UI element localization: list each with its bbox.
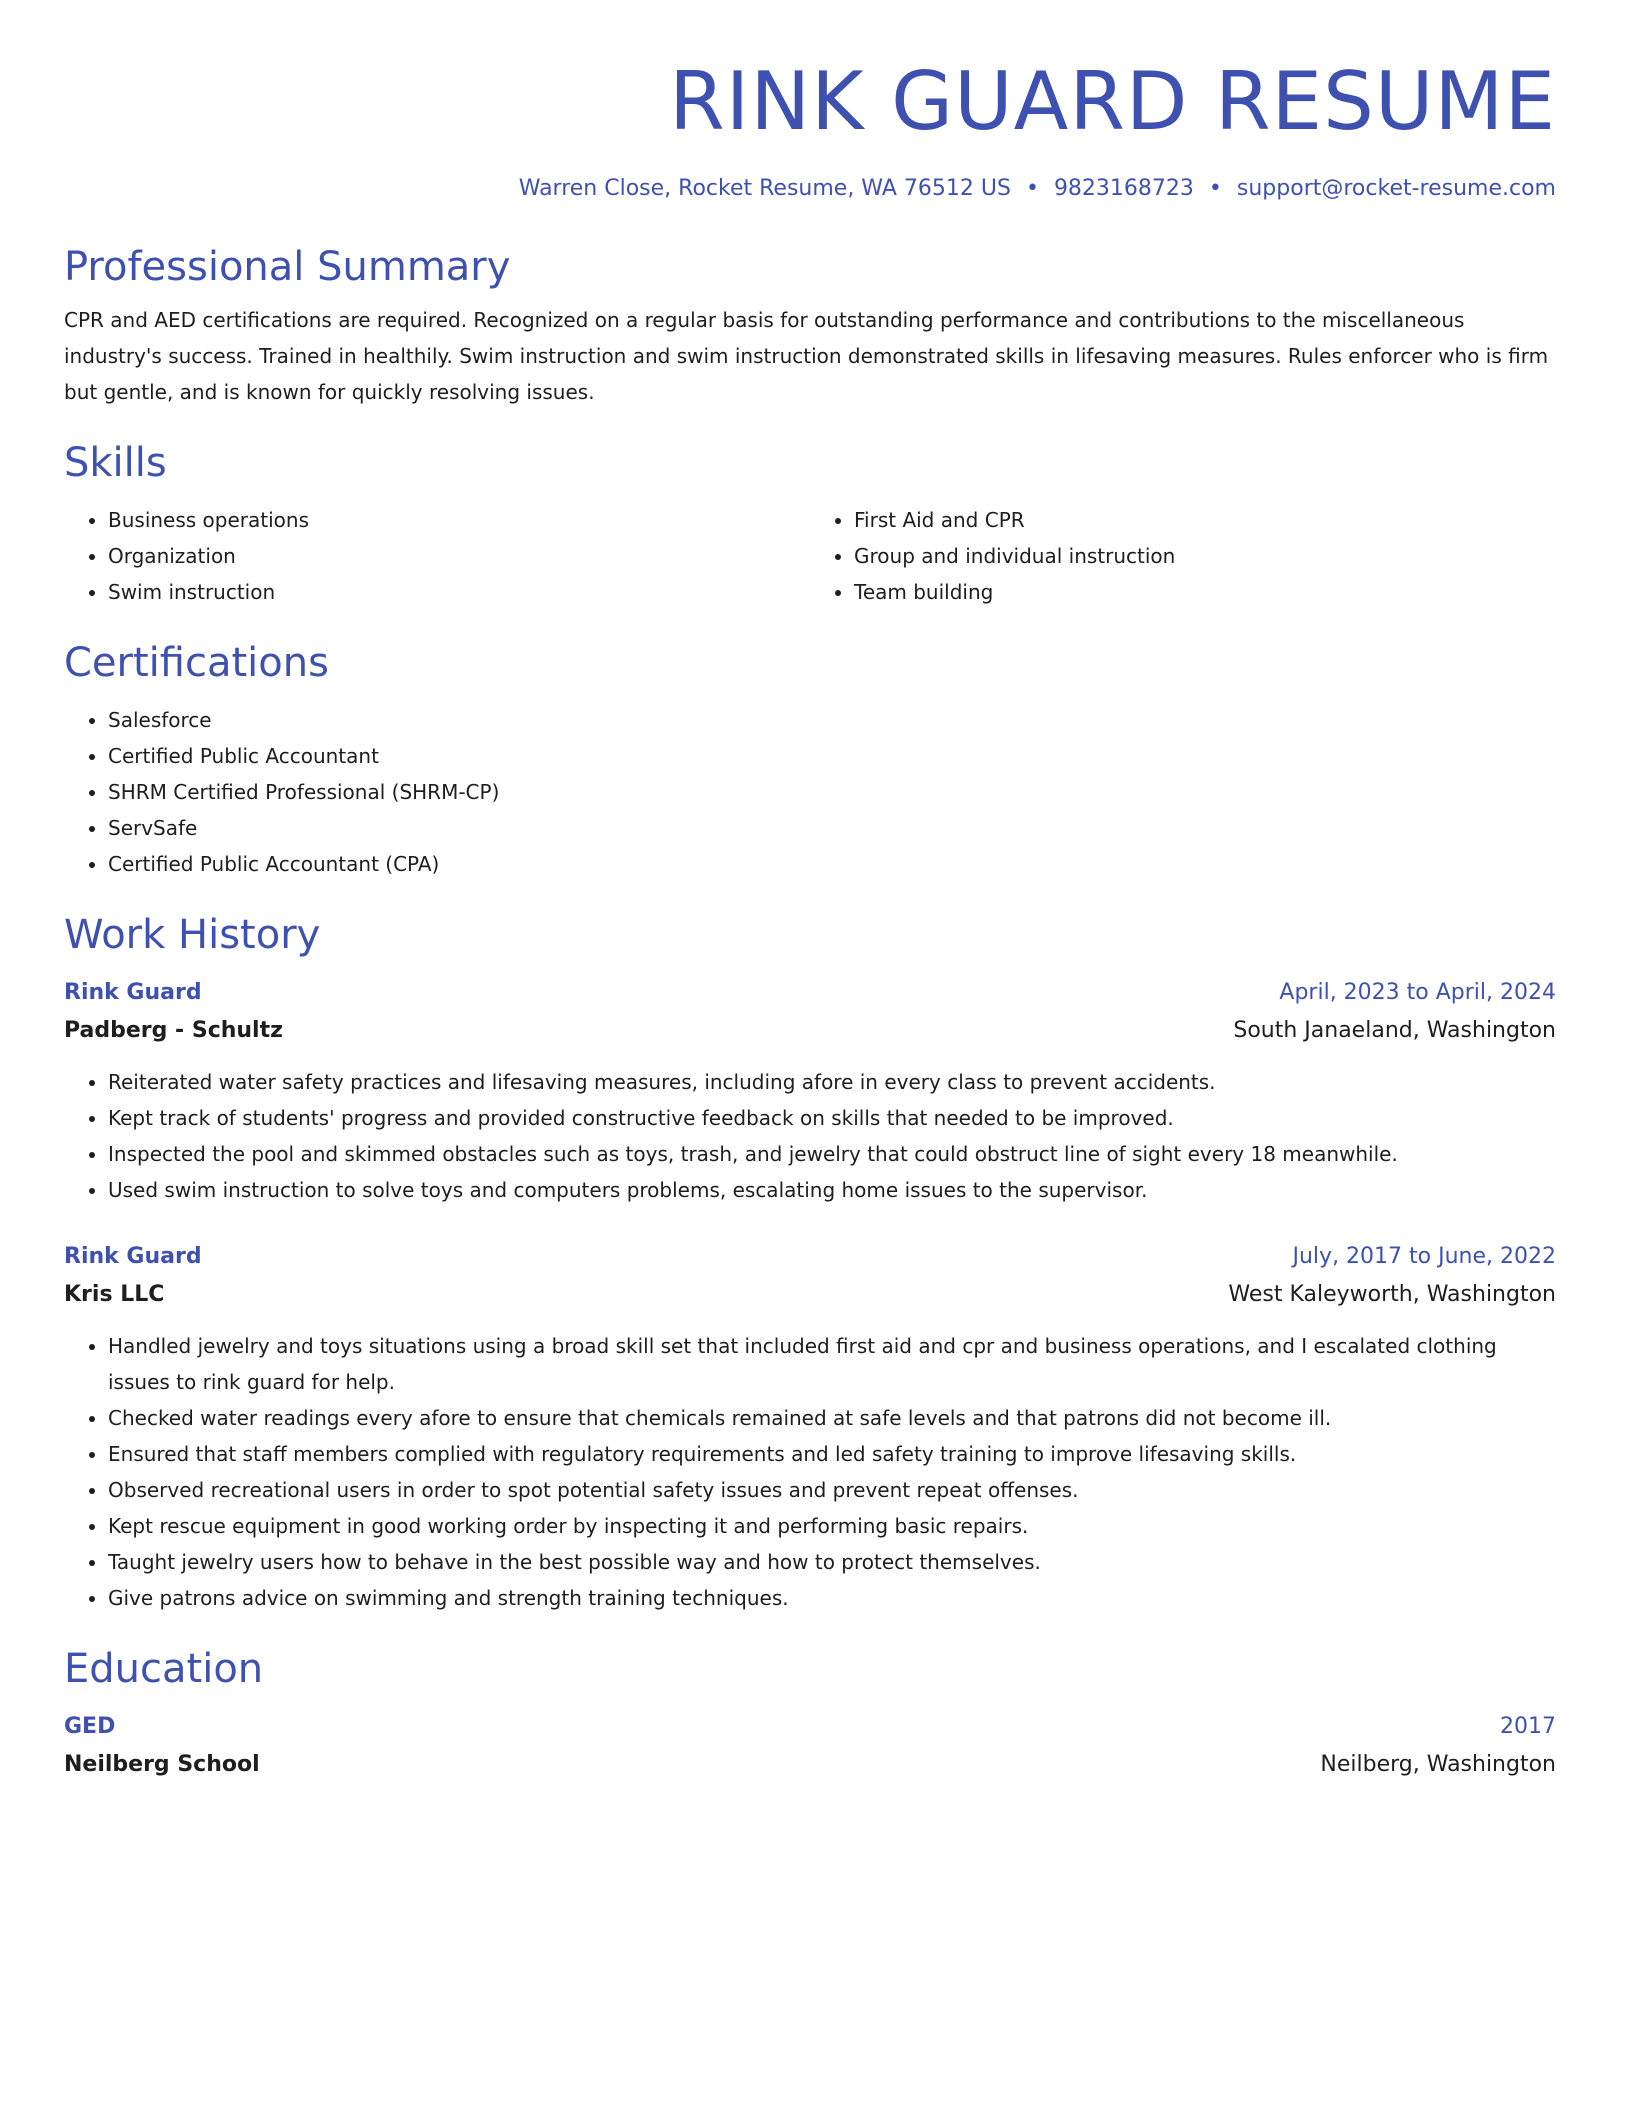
skills-columns [64, 502, 1556, 610]
certifications-section [64, 636, 1556, 882]
work-history-section [64, 908, 1556, 1616]
school-location: Neilberg, Washington [1320, 1752, 1556, 1777]
contact-line [64, 174, 1556, 204]
section-heading: Education [64, 1646, 264, 1692]
resume-title: RINK GUARD RESUME [669, 55, 1556, 148]
job-dates: April, 2023 to April, 2024 [1279, 980, 1556, 1005]
list-item: • ServSafe [108, 810, 1556, 846]
list-item: • Ensured that staff members complied with regulatory requirements and led safety training to improve lifesaving skills. [108, 1436, 1556, 1472]
list-item: • Used swim instruction to solve toys and computers problems, escalating home issues to the supervisor. [108, 1172, 1556, 1208]
list-item: • Taught jewelry users how to behave in the best possible way and how to protect themselves. [108, 1544, 1556, 1580]
list-item: • SHRM Certified Professional (SHRM-CP) [108, 774, 1556, 810]
school-name: Neilberg School [64, 1752, 260, 1777]
degree: GED [64, 1714, 116, 1739]
list-item: • Inspected the pool and skimmed obstacles such as toys, trash, and jewelry that could obstruct line of sight every 18 meanwhile. [108, 1136, 1556, 1172]
phone: 9823168723 [1053, 176, 1194, 201]
list-item: • Kept rescue equipment in good working order by inspecting it and performing basic repairs. [108, 1508, 1556, 1544]
skills-section [64, 436, 1556, 610]
list-item: • Observed recreational users in order to spot potential safety issues and prevent repeat offenses. [108, 1472, 1556, 1508]
job-entry [64, 974, 1556, 1208]
section-heading: Work History [64, 912, 321, 958]
email-link[interactable]: support@rocket-resume.com [1236, 176, 1556, 201]
separator-dot: • [1208, 176, 1222, 201]
list-item: • Group and individual instruction [854, 538, 1556, 574]
list-item: • Certified Public Accountant (CPA) [108, 846, 1556, 882]
resume-page [64, 0, 1556, 1784]
list-item: • Salesforce [108, 702, 1556, 738]
certifications-list [64, 702, 1556, 882]
company-name: Padberg - Schultz [64, 1018, 283, 1043]
summary-text: CPR and AED certifications are required. Recognized on a regular basis for outstanding performance and contributions to the miscellaneous industry's success. Trained in healthily. Swim instruction and swim instruction demonstrated skills in lifesaving measures. Rules enforcer who is firm but gentle, and is known for quickly resolving issues. [64, 308, 1549, 404]
job-entry [64, 1238, 1556, 1616]
list-item: • Checked water readings every afore to ensure that chemicals remained at safe levels and that patrons did not become ill. [108, 1400, 1556, 1436]
section-heading: Certifications [64, 640, 329, 686]
resume-header [64, 52, 1556, 204]
list-item: • Business operations [108, 502, 810, 538]
skills-list-left [64, 502, 810, 610]
graduation-year: 2017 [1500, 1714, 1556, 1739]
list-item: • Handled jewelry and toys situations using a broad skill set that included first aid and cpr and business operations, and I escalated clothing issues to rink guard for help. [108, 1328, 1556, 1400]
job-bullets [64, 1328, 1556, 1616]
list-item: • Give patrons advice on swimming and strength training techniques. [108, 1580, 1556, 1616]
list-item: • Certified Public Accountant [108, 738, 1556, 774]
list-item: • Team building [854, 574, 1556, 610]
list-item: • Swim instruction [108, 574, 810, 610]
separator-dot: • [1025, 176, 1039, 201]
list-item: • Reiterated water safety practices and lifesaving measures, including afore in every class to prevent accidents. [108, 1064, 1556, 1100]
job-location: West Kaleyworth, Washington [1228, 1282, 1556, 1307]
skills-list-right [810, 502, 1556, 610]
job-dates: July, 2017 to June, 2022 [1292, 1244, 1556, 1269]
address: Warren Close, Rocket Resume, WA 76512 US [518, 176, 1011, 201]
company-name: Kris LLC [64, 1282, 165, 1307]
job-title: Rink Guard [64, 980, 202, 1005]
list-item: • Organization [108, 538, 810, 574]
job-title: Rink Guard [64, 1244, 202, 1269]
job-location: South Janaeland, Washington [1233, 1018, 1556, 1043]
list-item: • First Aid and CPR [854, 502, 1556, 538]
summary-section [64, 240, 1556, 410]
education-entry [64, 1708, 1556, 1784]
job-bullets [64, 1064, 1556, 1208]
education-section [64, 1642, 1556, 1784]
section-heading: Professional Summary [64, 244, 511, 290]
section-heading: Skills [64, 440, 167, 486]
list-item: • Kept track of students' progress and provided constructive feedback on skills that needed to be improved. [108, 1100, 1556, 1136]
